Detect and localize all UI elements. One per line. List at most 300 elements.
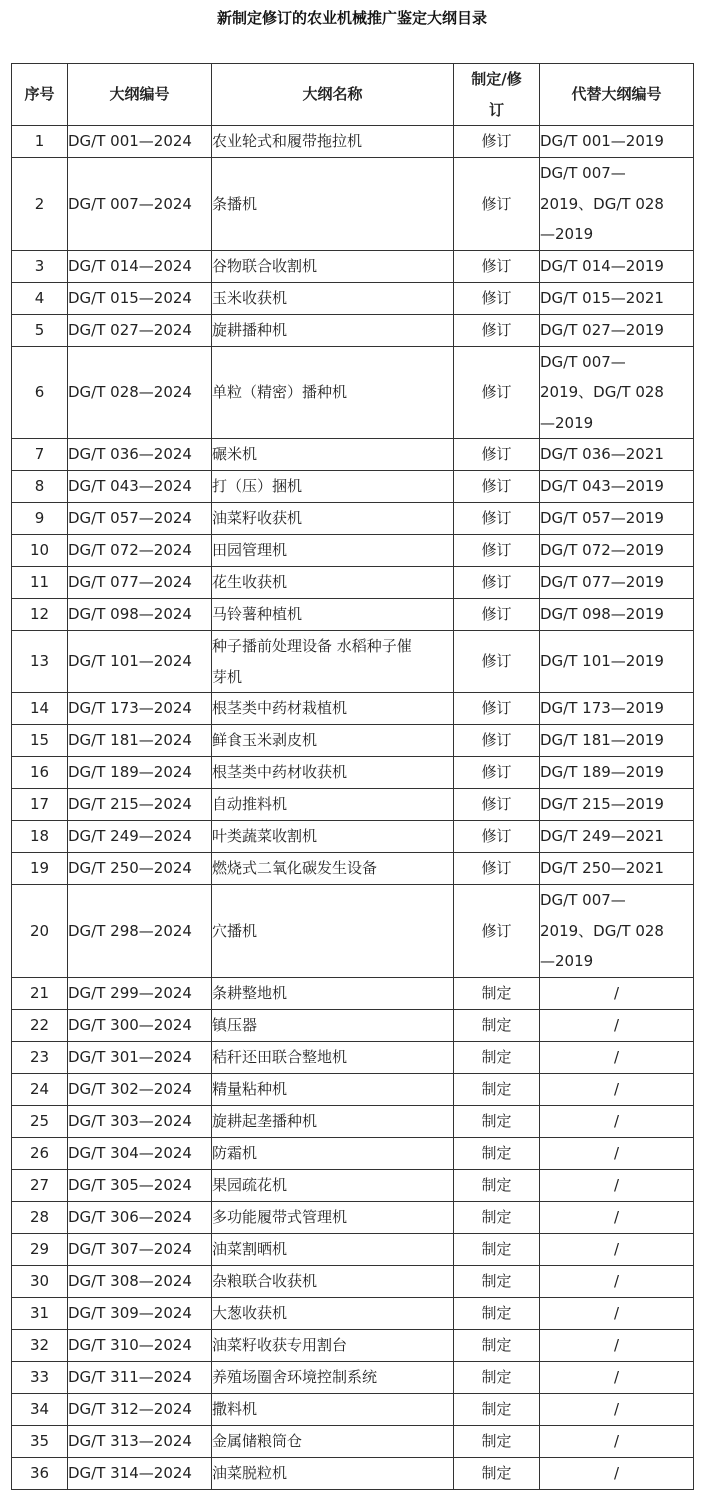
row-replaced-line: DG/T 057—2019: [540, 509, 664, 528]
row-code: DG/T 215—2024: [68, 789, 212, 821]
row-code: DG/T 312—2024: [68, 1393, 212, 1425]
row-type: 修订: [454, 631, 540, 693]
table-row: [12, 1073, 694, 1105]
row-replaced: [540, 1105, 694, 1137]
row-name-line: 谷物联合收割机: [212, 256, 318, 275]
row-replaced-line: /: [613, 983, 620, 1002]
table-row: [12, 1329, 694, 1361]
row-name-line: 撒料机: [212, 1399, 258, 1418]
row-name: [212, 346, 454, 439]
row-type: 修订: [454, 567, 540, 599]
row-seq: 35: [12, 1425, 68, 1457]
header-replaced: 代替大纲编号: [540, 64, 694, 126]
row-code: DG/T 308—2024: [68, 1265, 212, 1297]
row-name-line: 穴播机: [212, 921, 258, 940]
row-replaced-line: DG/T 027—2019: [540, 320, 664, 339]
row-name: [212, 757, 454, 789]
row-type: 制定: [454, 1073, 540, 1105]
row-name: [212, 1201, 454, 1233]
row-replaced-line: —2019: [540, 225, 594, 243]
row-seq: 3: [12, 250, 68, 282]
row-replaced: [540, 1425, 694, 1457]
row-name-line: 油菜籽收获机: [212, 509, 303, 528]
row-name: [212, 1137, 454, 1169]
row-seq: 13: [12, 631, 68, 693]
row-type: 修订: [454, 757, 540, 789]
row-name-line: 防霜机: [212, 1143, 258, 1162]
row-replaced-line: /: [613, 1399, 620, 1418]
row-seq: 31: [12, 1297, 68, 1329]
row-type: 修订: [454, 158, 540, 251]
row-type: 制定: [454, 1297, 540, 1329]
row-name: [212, 1297, 454, 1329]
row-seq: 27: [12, 1169, 68, 1201]
row-code: DG/T 249—2024: [68, 821, 212, 853]
row-seq: 21: [12, 977, 68, 1009]
table-row: [12, 1041, 694, 1073]
row-seq: 36: [12, 1457, 68, 1489]
row-name: [212, 503, 454, 535]
row-code: DG/T 189—2024: [68, 757, 212, 789]
row-name-line: 旋耕播种机: [212, 320, 288, 339]
table-row: [12, 1201, 694, 1233]
row-name-line: 根茎类中药材收获机: [212, 763, 348, 782]
row-replaced: [540, 1265, 694, 1297]
table-row: [12, 853, 694, 885]
row-name: [212, 1009, 454, 1041]
row-replaced: [540, 1297, 694, 1329]
row-replaced-line: DG/T 015—2021: [540, 288, 664, 307]
row-seq: 25: [12, 1105, 68, 1137]
row-code: DG/T 306—2024: [68, 1201, 212, 1233]
row-replaced-line: DG/T 101—2019: [540, 652, 664, 671]
row-replaced-line: DG/T 215—2019: [540, 795, 664, 814]
row-name-line: 根茎类中药材栽植机: [212, 699, 348, 718]
row-name: [212, 1105, 454, 1137]
row-type: 制定: [454, 1425, 540, 1457]
table-row: [12, 282, 694, 314]
row-replaced: [540, 250, 694, 282]
row-seq: 15: [12, 725, 68, 757]
table-row: [12, 693, 694, 725]
row-seq: 12: [12, 599, 68, 631]
table-row: [12, 1009, 694, 1041]
row-replaced-line: DG/T 007—: [540, 352, 626, 371]
row-code: DG/T 057—2024: [68, 503, 212, 535]
row-code: DG/T 014—2024: [68, 250, 212, 282]
row-code: DG/T 309—2024: [68, 1297, 212, 1329]
row-replaced: [540, 821, 694, 853]
row-replaced: [540, 1041, 694, 1073]
table-row: [12, 977, 694, 1009]
header-type-line1: 制定/修: [471, 70, 522, 88]
row-name-line: 大葱收获机: [212, 1303, 288, 1322]
row-type: 修订: [454, 821, 540, 853]
row-code: DG/T 302—2024: [68, 1073, 212, 1105]
row-replaced-line: DG/T 043—2019: [540, 477, 664, 496]
row-replaced-line: DG/T 181—2019: [540, 731, 664, 750]
row-replaced-line: /: [613, 1431, 620, 1450]
row-code: DG/T 027—2024: [68, 314, 212, 346]
row-seq: 6: [12, 346, 68, 439]
table-row: [12, 631, 694, 693]
row-code: DG/T 298—2024: [68, 885, 212, 978]
row-replaced: [540, 314, 694, 346]
table-row: [12, 1105, 694, 1137]
row-type: 修订: [454, 126, 540, 158]
row-replaced: [540, 693, 694, 725]
row-name-line: 种子播前处理设备 水稻种子催: [212, 637, 412, 655]
header-code: 大纲编号: [68, 64, 212, 126]
row-name-line: 田园管理机: [212, 541, 288, 560]
row-name-line: 杂粮联合收获机: [212, 1271, 318, 1290]
row-name: [212, 314, 454, 346]
row-replaced-line: DG/T 173—2019: [540, 699, 664, 718]
row-code: DG/T 007—2024: [68, 158, 212, 251]
row-name: [212, 1393, 454, 1425]
row-name: [212, 1457, 454, 1489]
table-row: [12, 885, 694, 978]
table-row: [12, 1457, 694, 1489]
row-replaced: [540, 158, 694, 251]
row-type: 修订: [454, 346, 540, 439]
row-replaced: [540, 1201, 694, 1233]
row-code: DG/T 314—2024: [68, 1457, 212, 1489]
table-row: [12, 503, 694, 535]
row-name-line: 油菜脱粒机: [212, 1463, 288, 1482]
row-type: 制定: [454, 1137, 540, 1169]
table-row: [12, 314, 694, 346]
row-replaced-line: /: [613, 1239, 620, 1258]
row-seq: 22: [12, 1009, 68, 1041]
row-type: 修订: [454, 314, 540, 346]
row-type: 制定: [454, 1361, 540, 1393]
row-code: DG/T 305—2024: [68, 1169, 212, 1201]
row-type: 修订: [454, 599, 540, 631]
row-code: DG/T 015—2024: [68, 282, 212, 314]
row-name: [212, 693, 454, 725]
row-type: 修订: [454, 535, 540, 567]
row-replaced-line: /: [613, 1111, 620, 1130]
row-seq: 28: [12, 1201, 68, 1233]
row-seq: 30: [12, 1265, 68, 1297]
row-replaced: [540, 126, 694, 158]
row-type: 修订: [454, 250, 540, 282]
row-code: DG/T 299—2024: [68, 977, 212, 1009]
row-type: 修订: [454, 503, 540, 535]
row-replaced-line: DG/T 007—: [540, 891, 626, 909]
table-row: [12, 1233, 694, 1265]
row-replaced-line: —2019: [540, 413, 594, 432]
row-name-line: 马铃薯种植机: [212, 605, 303, 624]
row-replaced-line: DG/T 098—2019: [540, 605, 664, 624]
row-code: DG/T 307—2024: [68, 1233, 212, 1265]
row-name-line: 果园疏花机: [212, 1175, 288, 1194]
table-header-row: [12, 64, 694, 126]
row-seq: 8: [12, 471, 68, 503]
row-replaced-line: DG/T 014—2019: [540, 256, 664, 275]
row-replaced: [540, 885, 694, 978]
row-replaced-line: DG/T 001—2019: [540, 132, 664, 151]
page-title: 新制定修订的农业机械推广鉴定大纲目录: [216, 9, 487, 27]
row-name: [212, 789, 454, 821]
row-name: [212, 631, 454, 693]
row-code: DG/T 313—2024: [68, 1425, 212, 1457]
row-replaced: [540, 1361, 694, 1393]
row-name-line: 旋耕起垄播种机: [212, 1111, 318, 1130]
row-type: 制定: [454, 1457, 540, 1489]
table-row: [12, 599, 694, 631]
row-type: 修订: [454, 789, 540, 821]
row-replaced-line: /: [613, 1143, 620, 1162]
row-replaced-line: 2019、DG/T 028: [540, 383, 664, 401]
row-code: DG/T 181—2024: [68, 725, 212, 757]
row-code: DG/T 301—2024: [68, 1041, 212, 1073]
row-seq: 5: [12, 314, 68, 346]
header-type-line2: 订: [488, 100, 504, 119]
row-name: [212, 1169, 454, 1201]
row-name: [212, 439, 454, 471]
table-row: [12, 126, 694, 158]
row-code: DG/T 036—2024: [68, 439, 212, 471]
row-replaced-line: /: [613, 1079, 620, 1098]
row-code: DG/T 028—2024: [68, 346, 212, 439]
row-type: 制定: [454, 1009, 540, 1041]
row-replaced-line: DG/T 189—2019: [540, 763, 664, 782]
row-code: DG/T 001—2024: [68, 126, 212, 158]
row-name: [212, 126, 454, 158]
row-type: 制定: [454, 1265, 540, 1297]
row-seq: 7: [12, 439, 68, 471]
row-seq: 26: [12, 1137, 68, 1169]
row-name-line: 条播机: [212, 194, 258, 213]
row-name-line: 鲜食玉米剥皮机: [212, 731, 318, 750]
row-name-line: 多功能履带式管理机: [212, 1207, 348, 1226]
row-replaced: [540, 1393, 694, 1425]
row-seq: 33: [12, 1361, 68, 1393]
row-name: [212, 821, 454, 853]
row-replaced: [540, 503, 694, 535]
row-replaced-line: DG/T 072—2019: [540, 541, 664, 560]
row-name: [212, 471, 454, 503]
row-name-line: 农业轮式和履带拖拉机: [212, 132, 363, 151]
row-replaced-line: DG/T 250—2021: [540, 859, 664, 878]
row-name: [212, 1425, 454, 1457]
row-name-line: 打（压）捆机: [212, 477, 303, 496]
table-row: [12, 535, 694, 567]
row-name: [212, 1361, 454, 1393]
row-seq: 24: [12, 1073, 68, 1105]
row-replaced: [540, 599, 694, 631]
row-replaced-line: /: [613, 1271, 620, 1290]
header-seq: 序号: [12, 64, 68, 126]
row-name: [212, 158, 454, 251]
row-seq: 19: [12, 853, 68, 885]
row-seq: 17: [12, 789, 68, 821]
row-type: 修订: [454, 725, 540, 757]
row-replaced: [540, 789, 694, 821]
table-row: [12, 439, 694, 471]
table-row: [12, 346, 694, 439]
row-code: DG/T 072—2024: [68, 535, 212, 567]
row-replaced: [540, 725, 694, 757]
row-replaced: [540, 439, 694, 471]
row-replaced-line: /: [613, 1463, 620, 1482]
row-code: DG/T 300—2024: [68, 1009, 212, 1041]
row-type: 制定: [454, 1169, 540, 1201]
row-type: 修订: [454, 885, 540, 978]
row-type: 修订: [454, 471, 540, 503]
table-row: [12, 1265, 694, 1297]
row-replaced-line: /: [613, 1015, 620, 1034]
row-code: DG/T 250—2024: [68, 853, 212, 885]
row-name: [212, 1073, 454, 1105]
table-row: [12, 757, 694, 789]
row-replaced: [540, 282, 694, 314]
row-replaced-line: /: [613, 1175, 620, 1194]
row-name: [212, 1329, 454, 1361]
row-replaced: [540, 535, 694, 567]
row-replaced: [540, 346, 694, 439]
row-replaced-line: /: [613, 1047, 620, 1066]
row-code: DG/T 077—2024: [68, 567, 212, 599]
table-row: [12, 1297, 694, 1329]
row-seq: 29: [12, 1233, 68, 1265]
row-name-line: 精量粘种机: [212, 1079, 288, 1098]
row-seq: 14: [12, 693, 68, 725]
table-row: [12, 1425, 694, 1457]
row-name-line: 燃烧式二氧化碳发生设备: [212, 859, 378, 878]
row-name: [212, 977, 454, 1009]
table-row: [12, 725, 694, 757]
row-replaced: [540, 1073, 694, 1105]
row-code: DG/T 303—2024: [68, 1105, 212, 1137]
table-row: [12, 789, 694, 821]
header-name: 大纲名称: [212, 64, 454, 126]
row-seq: 20: [12, 885, 68, 978]
row-name-line: 单粒（精密）播种机: [212, 383, 348, 401]
row-name-line: 油菜割晒机: [212, 1239, 288, 1258]
table-row: [12, 1137, 694, 1169]
row-replaced: [540, 1233, 694, 1265]
row-name-line: 养殖场圈舍环境控制系统: [212, 1367, 378, 1386]
row-type: 制定: [454, 1393, 540, 1425]
row-name: [212, 725, 454, 757]
row-type: 制定: [454, 1201, 540, 1233]
row-type: 修订: [454, 693, 540, 725]
row-replaced-line: 2019、DG/T 028: [540, 194, 664, 213]
row-seq: 23: [12, 1041, 68, 1073]
row-type: 制定: [454, 1329, 540, 1361]
row-type: 修订: [454, 282, 540, 314]
table-row: [12, 250, 694, 282]
row-replaced: [540, 1137, 694, 1169]
row-name: [212, 535, 454, 567]
row-type: 制定: [454, 1041, 540, 1073]
row-replaced: [540, 853, 694, 885]
row-seq: 11: [12, 567, 68, 599]
row-name-line: 玉米收获机: [212, 288, 288, 307]
row-name-line: 秸秆还田联合整地机: [212, 1047, 348, 1066]
row-replaced: [540, 631, 694, 693]
row-replaced: [540, 471, 694, 503]
row-name-line: 花生收获机: [212, 573, 288, 592]
row-name-line: 自动推料机: [212, 795, 288, 814]
row-replaced-line: /: [613, 1303, 620, 1322]
row-replaced-line: DG/T 036—2021: [540, 445, 664, 464]
row-replaced-line: DG/T 249—2021: [540, 827, 664, 846]
row-type: 制定: [454, 1233, 540, 1265]
row-seq: 9: [12, 503, 68, 535]
row-replaced-line: DG/T 077—2019: [540, 573, 664, 592]
table-row: [12, 158, 694, 251]
table-row: [12, 471, 694, 503]
row-replaced-line: DG/T 007—: [540, 164, 626, 182]
row-replaced-line: /: [613, 1367, 620, 1386]
row-replaced: [540, 757, 694, 789]
row-seq: 34: [12, 1393, 68, 1425]
row-replaced: [540, 1169, 694, 1201]
row-type: 修订: [454, 853, 540, 885]
row-name: [212, 853, 454, 885]
row-type: 制定: [454, 977, 540, 1009]
table-row: [12, 567, 694, 599]
row-code: DG/T 173—2024: [68, 693, 212, 725]
row-replaced: [540, 1457, 694, 1489]
row-name-line: 碾米机: [212, 445, 258, 464]
row-name: [212, 282, 454, 314]
header-type: [454, 64, 540, 126]
row-code: DG/T 304—2024: [68, 1137, 212, 1169]
row-name: [212, 567, 454, 599]
outline-catalog-table: [11, 63, 694, 1490]
row-seq: 18: [12, 821, 68, 853]
row-seq: 2: [12, 158, 68, 251]
row-name-line: 叶类蔬菜收割机: [212, 827, 318, 846]
table-row: [12, 1169, 694, 1201]
row-name: [212, 599, 454, 631]
table-row: [12, 1393, 694, 1425]
row-code: DG/T 043—2024: [68, 471, 212, 503]
row-name-line: 金属储粮筒仓: [212, 1431, 303, 1450]
row-name: [212, 885, 454, 978]
row-seq: 10: [12, 535, 68, 567]
row-type: 修订: [454, 439, 540, 471]
row-name: [212, 1041, 454, 1073]
row-replaced: [540, 977, 694, 1009]
row-seq: 16: [12, 757, 68, 789]
row-replaced: [540, 567, 694, 599]
row-replaced-line: 2019、DG/T 028: [540, 921, 664, 940]
row-code: DG/T 098—2024: [68, 599, 212, 631]
row-code: DG/T 310—2024: [68, 1329, 212, 1361]
row-type: 制定: [454, 1105, 540, 1137]
row-replaced-line: —2019: [540, 952, 594, 970]
row-name-line: 条耕整地机: [212, 983, 288, 1002]
row-code: DG/T 101—2024: [68, 631, 212, 693]
row-seq: 1: [12, 126, 68, 158]
row-seq: 4: [12, 282, 68, 314]
row-seq: 32: [12, 1329, 68, 1361]
row-replaced-line: /: [613, 1335, 620, 1354]
row-name-line: 芽机: [212, 667, 243, 686]
row-replaced: [540, 1009, 694, 1041]
table-row: [12, 1361, 694, 1393]
row-name: [212, 250, 454, 282]
row-name-line: 油菜籽收获专用割台: [212, 1335, 348, 1354]
table-row: [12, 821, 694, 853]
row-replaced: [540, 1329, 694, 1361]
